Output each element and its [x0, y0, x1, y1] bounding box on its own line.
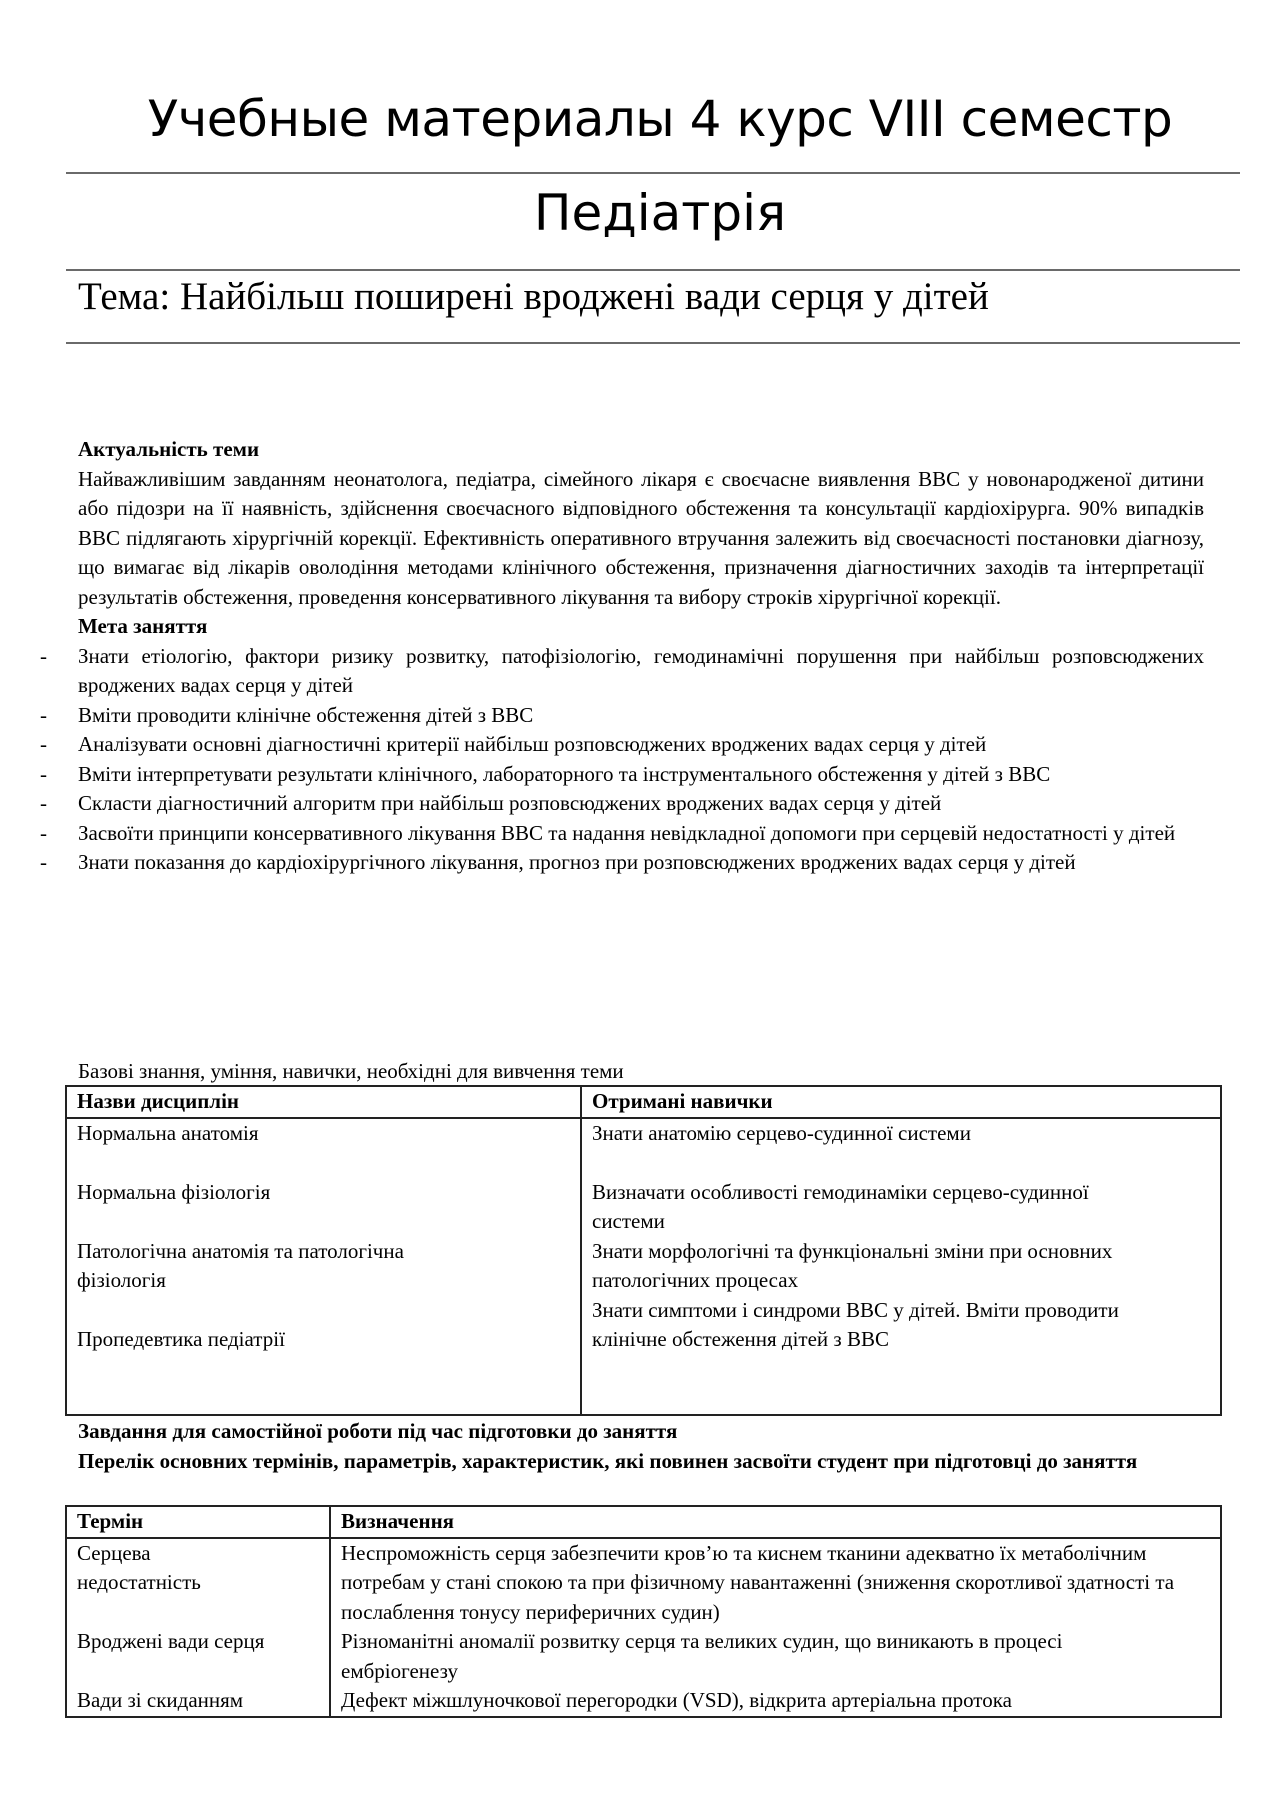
table-row: [66, 1686, 1221, 1717]
table-row: [66, 1118, 1221, 1415]
bullet-dash: -: [40, 850, 47, 874]
definition-cell: Різноманітні аномалії розвитку серця та великих судин, що виникають в процесі ембріогенезу: [330, 1627, 1221, 1686]
goal-item: [40, 701, 1204, 731]
goal-item: [40, 819, 1204, 849]
self-study-section: [78, 1417, 1204, 1476]
term-cell: Серцева недостатність: [66, 1538, 330, 1628]
goal-text: Засвоїти принципи консервативного лікування ВВС та надання невідкладної допомоги при серцевій недостатності у дітей: [78, 820, 1176, 845]
discipline: Нормальна анатомія: [77, 1120, 259, 1145]
definition-cell: Дефект міжшлуночкової перегородки (VSD), відкрита артеріальна протока: [330, 1686, 1221, 1717]
skill: Знати анатомію серцево-судинної системи: [592, 1120, 971, 1145]
goal-text: Вміти проводити клінічне обстеження дітей з ВВС: [78, 702, 534, 727]
disciplines-cell: [66, 1118, 581, 1415]
relevance-heading: Актуальність теми: [78, 437, 260, 461]
goal-text: Скласти діагностичний алгоритм при найбільш розповсюджених вроджених вадах серця у дітей: [78, 791, 942, 815]
discipline: Патологічна анатомія та патологічна фізіологія: [77, 1238, 404, 1292]
relevance-section: [40, 435, 1204, 878]
bullet-dash: -: [40, 732, 47, 756]
discipline: Нормальна фізіологія: [77, 1179, 271, 1204]
column-header: Отримані навички: [581, 1086, 1221, 1118]
bullet-dash: -: [40, 761, 47, 786]
goal-item: [40, 789, 1204, 819]
goal-text: Знати етіологію, фактори ризику розвитку, патофізіологію, гемодинамічні порушення при найбільш розповсюджених вроджених вадах серця у дітей: [78, 643, 1204, 697]
goal-item: [40, 848, 1204, 878]
relevance-text: Найважливішим завданням неонатолога, педіатра, сімейного лікаря є своєчасне виявлення ВВС у новонародженої дитини або підозри на її наявність, здійснення своєчасного відповідного обстеження та консультації кардіохірурга. 90% випадків ВВС підлягають хірургічній корекції. Ефективність оперативного втручання залежить від своєчасності постановки діагнозу, що вимагає від лікарів оволодіння методами клінічного обстеження, призначення діагностичних заходів та інтерпретації результатів обстеження, проведення консервативного лікування та вибору строків хірургічної корекції.: [78, 466, 1204, 609]
goals-heading: Мета заняття: [78, 614, 208, 638]
basics-caption: Базові знання, уміння, навички, необхідні для вивчення теми: [78, 1059, 624, 1083]
goal-text: Вміти інтерпретувати результати клінічного, лабораторного та інструментального обстеження у дітей з ВВС: [78, 761, 1051, 786]
table-row: [66, 1538, 1221, 1628]
definition-cell: Неспроможність серця забезпечити кров’ю та киснем тканини адекватно їх метаболічним потребам у стані спокою та при фізичному навантаженні (зниження скоротливої здатності та послаблення тонусу периферичних судин): [330, 1538, 1221, 1628]
divider: [66, 172, 1240, 174]
skill: Знати симптоми і синдроми ВВС у дітей. Вміти проводити клінічне обстеження дітей з ВВС: [592, 1297, 1119, 1351]
table-row: [66, 1627, 1221, 1686]
terms-table: [65, 1505, 1222, 1718]
discipline: Пропедевтика педіатрії: [77, 1327, 285, 1351]
bullet-dash: -: [40, 820, 47, 845]
topic-title: Тема: Найбільш поширені вроджені вади серця у дітей: [78, 275, 989, 318]
table-header-row: [66, 1086, 1221, 1118]
document-title: Учебные материалы 4 курс VIII семестр: [147, 90, 1173, 148]
column-header: Визначення: [330, 1506, 1221, 1538]
bullet-dash: -: [40, 791, 47, 815]
skills-cell: [581, 1118, 1221, 1415]
self-study-heading: Завдання для самостійної роботи під час підготовки до заняття: [78, 1419, 678, 1443]
divider: [66, 269, 1240, 271]
subject-title: Педіатрія: [533, 184, 787, 242]
column-header: Назви дисциплін: [66, 1086, 581, 1118]
bullet-dash: -: [40, 643, 47, 668]
goal-text: Знати показання до кардіохірургічного лікування, прогноз при розповсюджених вроджених вадах серця у дітей: [78, 850, 1076, 874]
goal-item: [40, 760, 1204, 790]
divider: [66, 342, 1240, 344]
bullet-dash: -: [40, 702, 47, 727]
term-cell: Вади зі скиданням: [66, 1686, 330, 1717]
term-cell: Вроджені вади серця: [66, 1627, 330, 1686]
goals-list: [40, 642, 1204, 878]
column-header: Термін: [66, 1506, 330, 1538]
table-header-row: [66, 1506, 1221, 1538]
basics-table: [65, 1085, 1222, 1416]
skill: Визначати особливості гемодинаміки серцево-судинної системи: [592, 1179, 1089, 1233]
skill: Знати морфологічні та функціональні зміни при основних патологічних процесах: [592, 1238, 1113, 1292]
self-study-subheading: Перелік основних термінів, параметрів, характеристик, які повинен засвоїти студент при підготовці до заняття: [78, 1448, 1138, 1473]
goal-item: [40, 642, 1204, 701]
goal-text: Аналізувати основні діагностичні критерії найбільш розповсюджених вроджених вадах серця у дітей: [78, 732, 987, 756]
goal-item: [40, 730, 1204, 760]
